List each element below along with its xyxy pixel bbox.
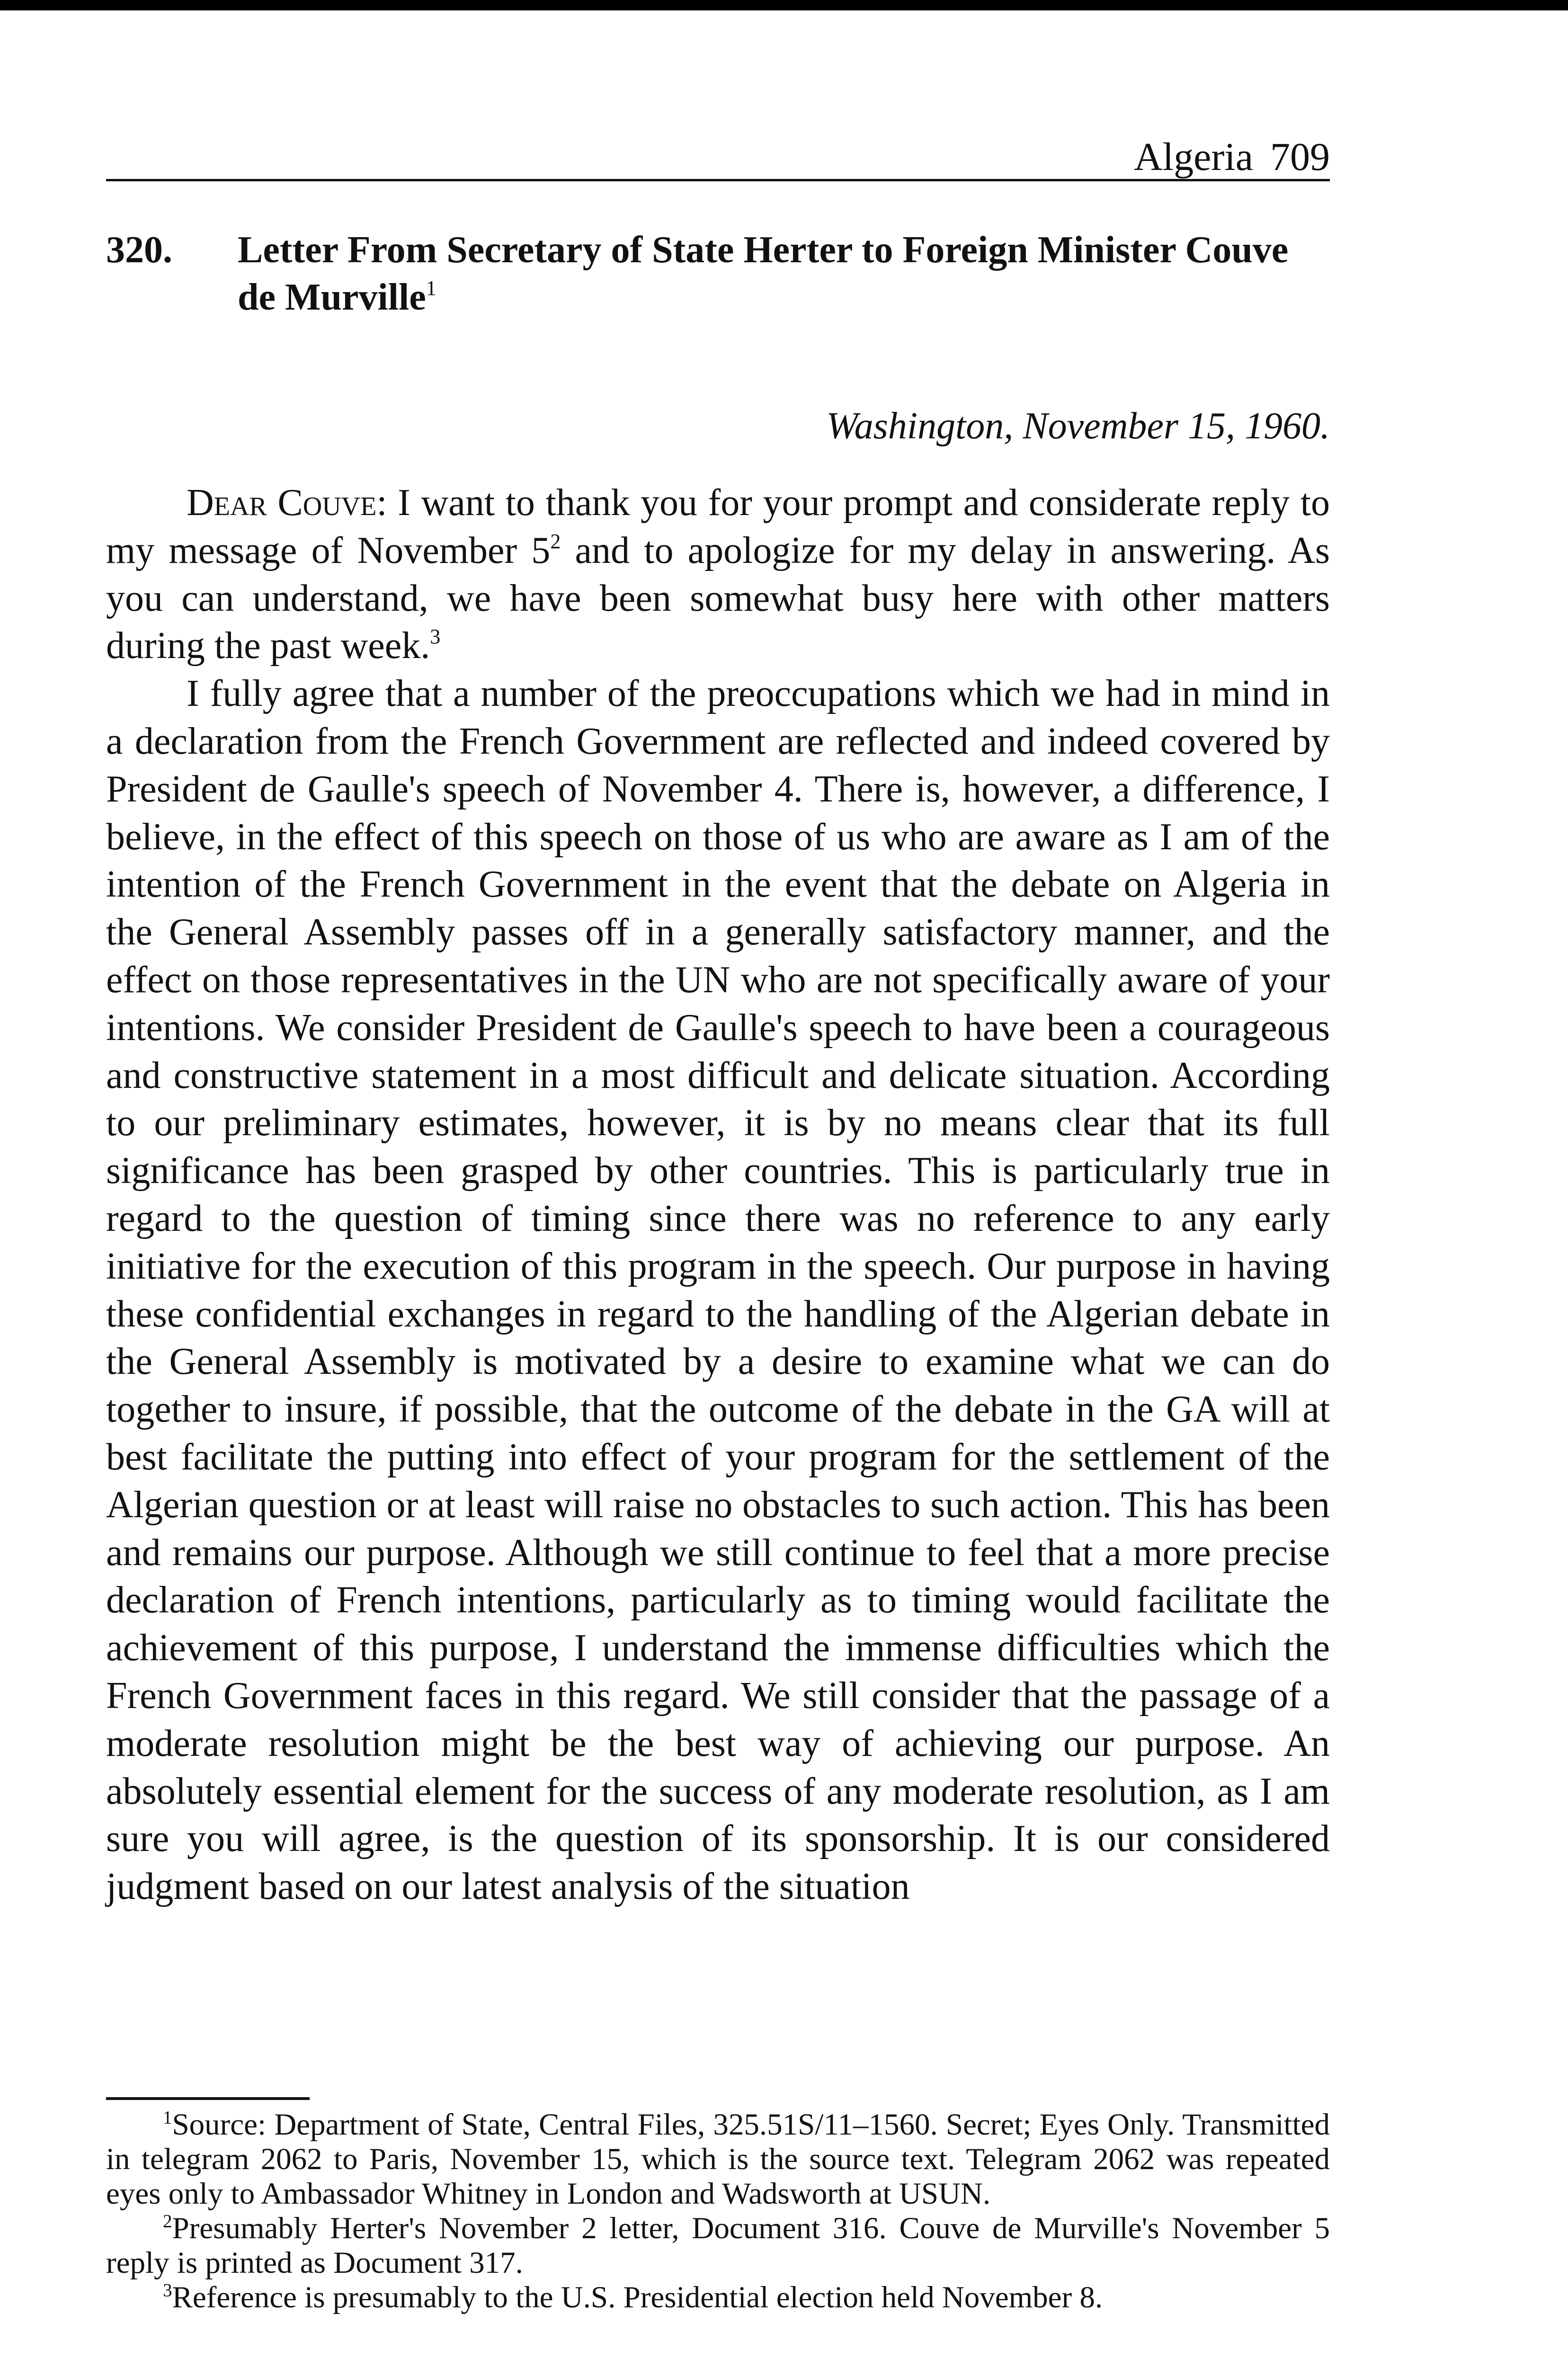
footnote — [106, 2108, 1330, 2211]
footnote-text: Source: Department of State, Central Files, 325.51S/11–1560. Secret; Eyes Only. Transmitted in telegram 2062 to Paris, November 15, which is the source text. Telegram 2062 was repeated eyes only to Ambassador Whitney in London and Wadsworth at USUN. — [106, 2108, 1330, 2211]
footnote-text: Reference is presumably to the U.S. Presidential election held November 8. — [172, 2280, 1103, 2314]
footnote-marker: 3 — [163, 2280, 172, 2301]
document-title-text: Letter From Secretary of State Herter to Foreign Minister Couve de Murville — [238, 229, 1289, 318]
paragraph-1 — [106, 479, 1330, 670]
document-title — [238, 226, 1327, 321]
footnotes — [106, 2108, 1330, 2315]
running-head-section: Algeria — [1134, 135, 1253, 179]
footnote-ref[interactable]: 2 — [550, 530, 561, 553]
paragraph-1-text-a: I want to thank you for your prompt and considerate reply to my message of November 5 — [106, 482, 1330, 571]
running-head — [106, 127, 1330, 181]
footnote-ref[interactable]: 1 — [426, 276, 437, 300]
footnote — [106, 2280, 1330, 2315]
document-page — [106, 0, 1330, 2367]
footnote — [106, 2211, 1330, 2280]
footnote-divider — [106, 2097, 310, 2100]
document-number: 320. — [106, 229, 172, 271]
paragraph-1-text-b: and to apologize for my delay in answering. As you can understand, we have been somewhat busy here with other matters during the past week. — [106, 529, 1330, 667]
letter-body — [106, 479, 1330, 1911]
paragraph-2: I fully agree that a number of the preoccupations which we had in mind in a declaration from the French Government are reflected and indeed covered by President de Gaulle's speech of November 4. There is, however, a difference, I believe, in the effect of this speech on those of us who are aware as I am of the intention of the French Government in the event that the debate on Algeria in the General Assembly passes off in a generally satisfactory manner, and the effect on those representatives in the UN who are not specifically aware of your intentions. We consider President de Gaulle's speech to have been a courageous and constructive statement in a most difficult and delicate situation. According to our preliminary estimates, however, it is by no means clear that its full significance has been grasped by other countries. This is particularly true in regard to the question of timing since there was no reference to any early initiative for the execution of this program in the speech. Our purpose in having these confidential exchanges in regard to the handling of the Algerian debate in the General Assembly is motivated by a desire to examine what we can do together to insure, if possible, that the outcome of the debate in the GA will at best facilitate the putting into effect of your program for the settlement of the Algerian question or at least will raise no obstacles to such action. This has been and remains our purpose. Although we still continue to feel that a more precise declaration of French intentions, particularly as to timing would facilitate the achievement of this purpose, I understand the immense difficulties which the French Government faces in this regard. We still consider that the passage of a moderate resolution might be the best way of achieving our purpose. An absolutely essential element for the success of any moderate resolution, as I am sure you will agree, is the question of its sponsorship. It is our considered judgment based on our latest analysis of the situation — [106, 673, 1330, 1908]
footnote-marker: 2 — [163, 2211, 172, 2232]
running-head-text — [1134, 137, 1330, 177]
footnote-text: Presumably Herter's November 2 letter, Document 316. Couve de Murville's November 5 reply is printed as Document 317. — [106, 2211, 1330, 2280]
dateline: Washington, November 15, 1960. — [826, 405, 1330, 447]
footnote-ref[interactable]: 3 — [430, 625, 441, 649]
salutation: Dear Couve: — [187, 482, 387, 524]
page-number: 709 — [1270, 135, 1330, 179]
footnote-marker: 1 — [163, 2107, 172, 2128]
